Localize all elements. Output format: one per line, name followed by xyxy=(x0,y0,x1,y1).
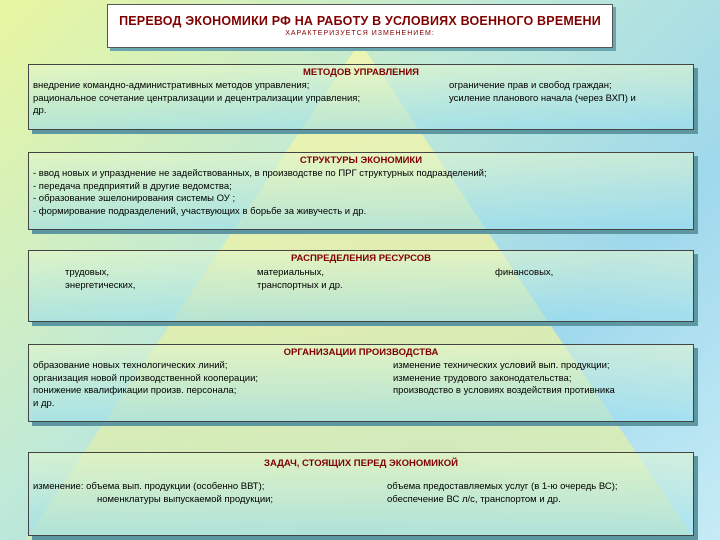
text-line: трудовых, xyxy=(65,267,110,278)
resources-col-2 xyxy=(257,267,343,292)
text-line: понижение квалификации произв. персонала; xyxy=(33,385,237,396)
title-box xyxy=(107,4,613,48)
text-line: изменение технических условий вып. продукции; xyxy=(393,360,610,371)
panel-resource-distribution xyxy=(28,250,694,322)
text-line: материальных, xyxy=(257,267,324,278)
panel-economy-tasks xyxy=(28,452,694,536)
text-line: производство в условиях воздействия противника xyxy=(393,385,615,396)
panel-economy-structure xyxy=(28,152,694,230)
methods-right xyxy=(449,80,636,105)
panel-heading: МЕТОДОВ УПРАВЛЕНИЯ xyxy=(303,67,419,78)
text-line: обеспечение ВС л/с, транспортом и др. xyxy=(387,493,561,505)
panel-heading: РАСПРЕДЕЛЕНИЯ РЕСУРСОВ xyxy=(290,253,432,264)
text-line: изменение трудового законодательства; xyxy=(393,372,572,384)
text-line: финансовых, xyxy=(495,267,554,278)
tasks-left xyxy=(33,481,273,506)
panel-heading: СТРУКТУРЫ ЭКОНОМИКИ xyxy=(299,155,423,166)
text-line: объема предоставляемых услуг (в 1-ю очередь ВС); xyxy=(387,481,618,492)
organization-right xyxy=(393,360,615,398)
panel-production-organization xyxy=(28,344,694,422)
panel-heading: ОРГАНИЗАЦИИ ПРОИЗВОДСТВА xyxy=(283,347,439,358)
resources-col-3 xyxy=(495,267,553,280)
organization-left xyxy=(33,360,258,410)
panel-heading: ЗАДАЧ, СТОЯЩИХ ПЕРЕД ЭКОНОМИКОЙ xyxy=(264,458,458,469)
text-line: - передача предприятий в другие ведомства; xyxy=(33,180,232,192)
text-line: и др. xyxy=(33,397,55,409)
text-line: образование новых технологических линий; xyxy=(33,360,228,371)
text-line: изменение: объема вып. продукции (особенно ВВТ); xyxy=(33,481,265,492)
text-line: - образование эшелонирования системы ОУ ; xyxy=(33,193,236,204)
text-line: энергетических, xyxy=(65,279,136,291)
structures-list xyxy=(33,168,487,218)
resources-col-1 xyxy=(65,267,135,292)
text-line: - формирование подразделений, участвующих в борьбе за живучесть и др. xyxy=(33,205,367,217)
title-main: ПЕРЕВОД ЭКОНОМИКИ РФ НА РАБОТУ В УСЛОВИЯХ ВОЕННОГО ВРЕМЕНИ xyxy=(119,14,601,28)
text-line: - ввод новых и упразднение не задействованных, в производстве по ПРГ структурных подразделений; xyxy=(33,168,487,179)
text-line: транспортных и др. xyxy=(257,279,343,291)
text-line: рациональное сочетание централизации и децентрализации управления; xyxy=(33,92,361,104)
panel-management-methods xyxy=(28,64,694,130)
title-subtitle: ХАРАКТЕРИЗУЕТСЯ ИЗМЕНЕНИЕМ: xyxy=(285,30,435,37)
tasks-right xyxy=(387,481,618,506)
text-line: усиление планового начала (через ВХП) и xyxy=(449,92,636,104)
text-line: внедрение командно-административных методов управления; xyxy=(33,80,310,91)
text-line: др. xyxy=(33,105,47,116)
methods-left xyxy=(33,80,360,118)
text-line: номенклатуры выпускаемой продукции; xyxy=(97,493,274,505)
text-line: организация новой производственной кооперации; xyxy=(33,372,259,384)
text-line: ограничение прав и свобод граждан; xyxy=(449,80,612,91)
